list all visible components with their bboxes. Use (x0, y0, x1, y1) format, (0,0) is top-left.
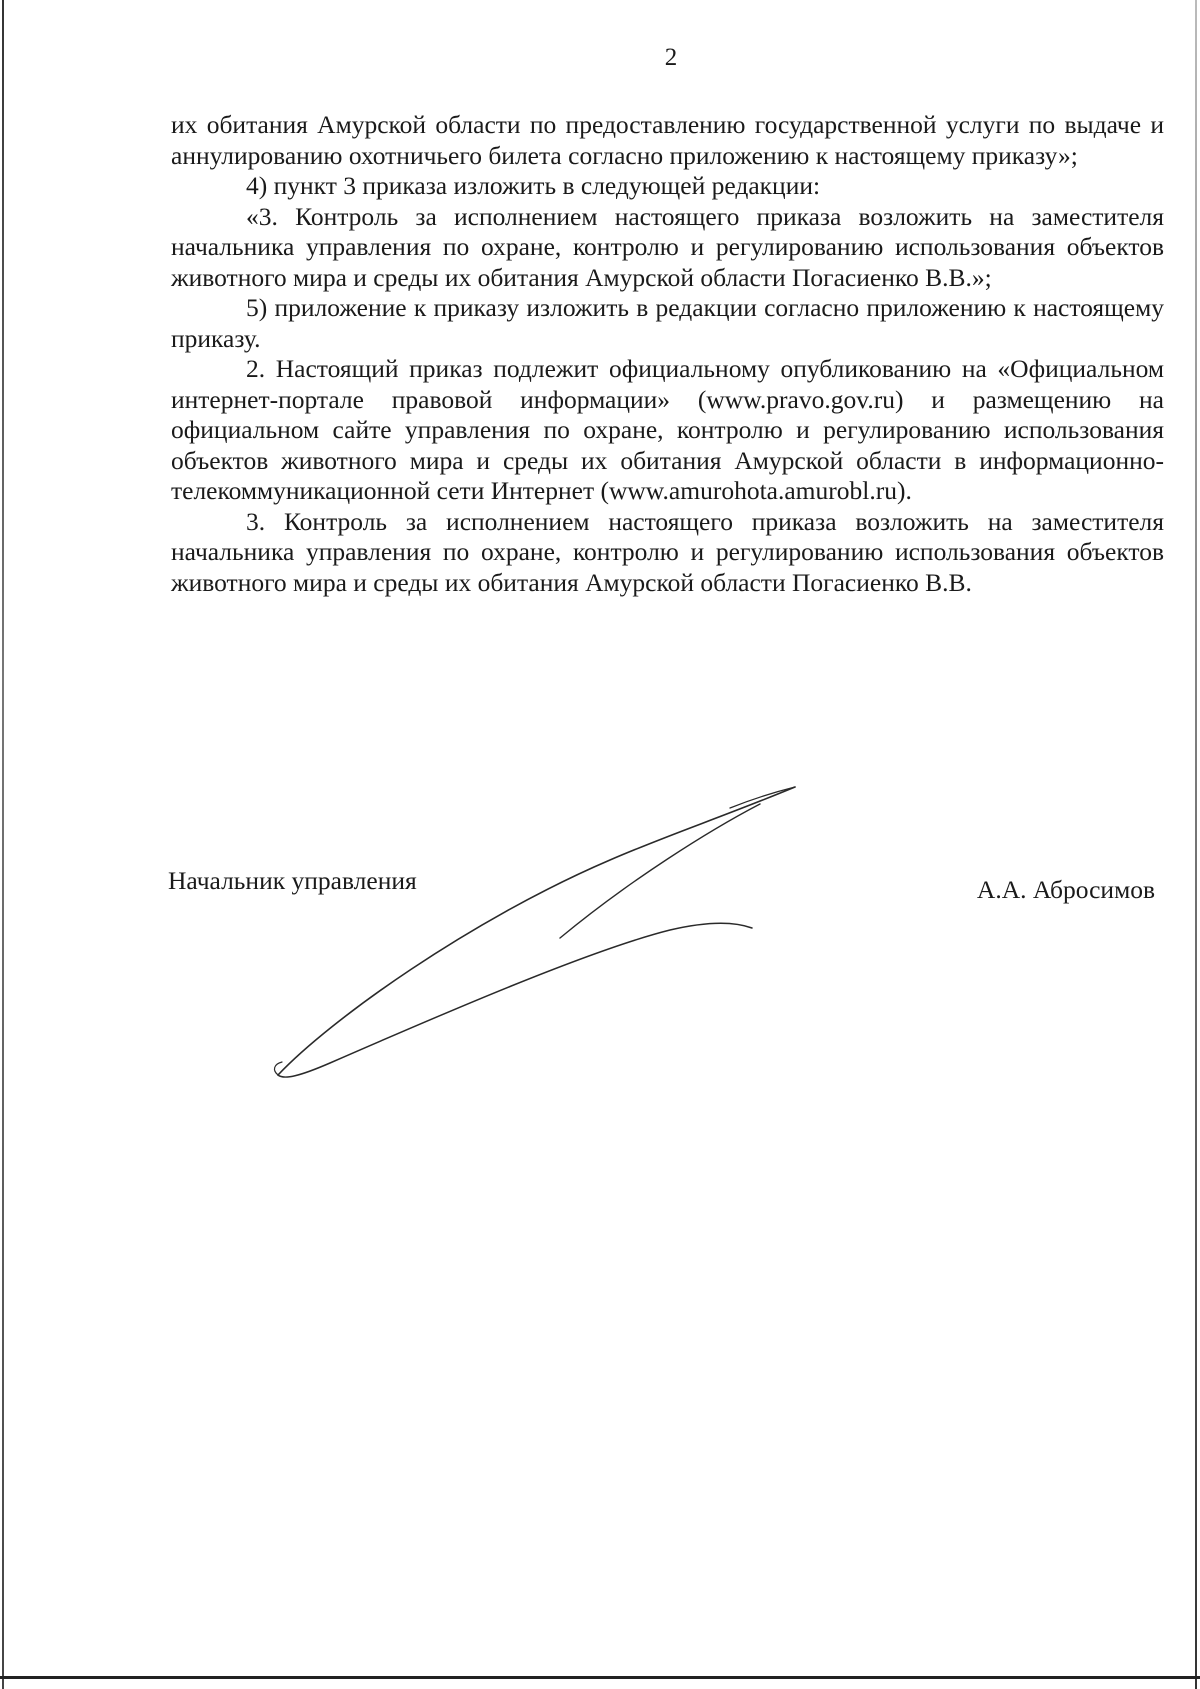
scan-edge-right (1195, 0, 1197, 1689)
scan-edge-bottom (0, 1676, 1200, 1679)
signature-stroke (560, 804, 760, 938)
paragraph: «3. Контроль за исполнением настоящего приказа возложить на заместителя начальника управления по охране, контролю и регулированию использования объектов животного мира и среды их обитания Амурской области Погасиенко В.В.»; (171, 201, 1164, 292)
signature-stroke (278, 787, 795, 1075)
paragraph: 3. Контроль за исполнением настоящего приказа возложить на заместителя начальника управления по охране, контролю и регулированию использования объектов животного мира и среды их обитания Амурской области Погасиенко В.В. (171, 506, 1164, 597)
document-body (171, 110, 1164, 598)
paragraph: 4) пункт 3 приказа изложить в следующей редакции: (246, 171, 821, 200)
scan-edge-left (2, 0, 4, 1689)
handwritten-signature (270, 770, 810, 1090)
page-number: 2 (664, 44, 678, 71)
signoff-name: А.А. Абросимов (976, 875, 1155, 904)
signoff-title: Начальник управления (168, 866, 417, 895)
signature-stroke (730, 787, 795, 808)
signature-stroke (278, 923, 752, 1077)
paragraph: их обитания Амурской области по предоставлению государственной услуги по выдаче и аннулированию охотничьего билета согласно приложению к настоящему приказу»; (171, 110, 1164, 170)
paragraph: 5) приложение к приказу изложить в редакции согласно приложению к настоящему приказу. (171, 293, 1164, 353)
paragraph: 2. Настоящий приказ подлежит официальному опубликованию на «Официальном интернет-портале правовой информации» (www.pravo.gov.ru) и размещению на официальном сайте управления по охране, контролю и регулированию использования объектов животного мира и среды их обитания Амурской области в информационно-телекоммуникационной сети Интернет (www.amurohota.amurobl.ru). (171, 354, 1164, 505)
